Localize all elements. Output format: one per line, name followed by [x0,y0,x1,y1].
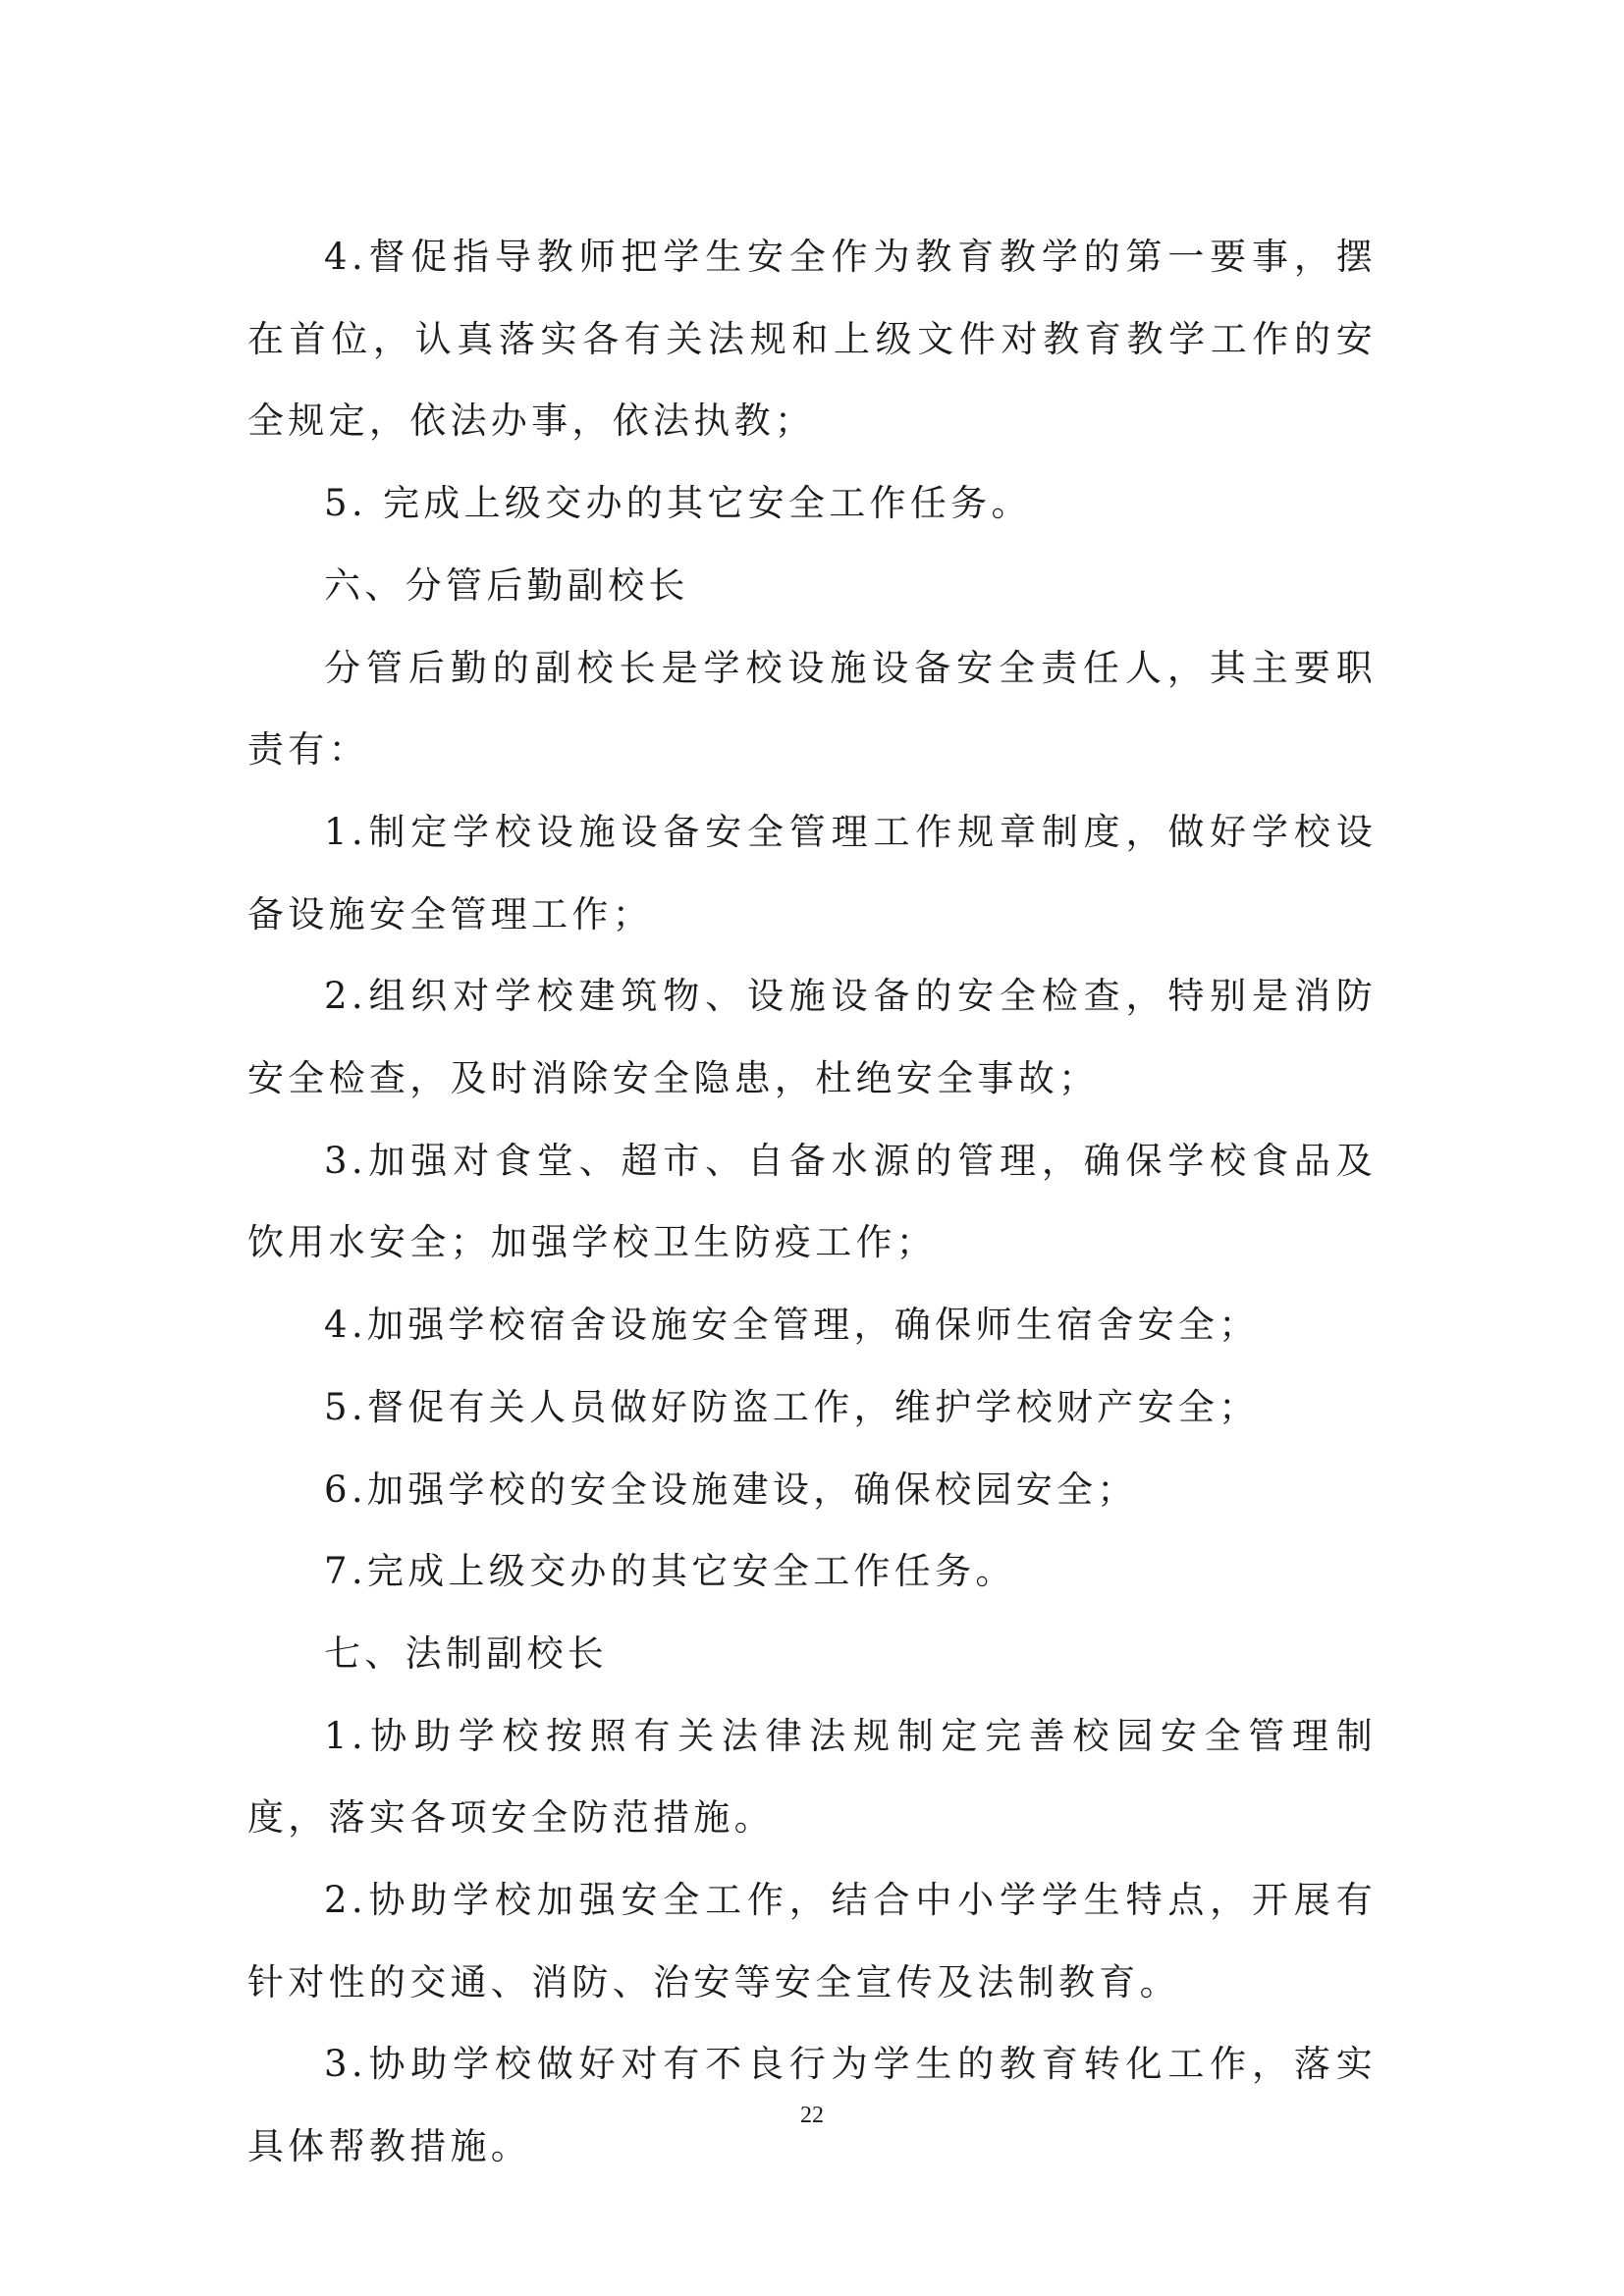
paragraph-logistics-duty-1: 1.制定学校设施设备安全管理工作规章制度，做好学校设备设施安全管理工作； [247,810,1377,935]
section-heading-legal-vice-principal: 七、法制副校长 [324,1631,609,1675]
paragraph-logistics-duty-5: 5.督促有关人员做好防盗工作，维护学校财产安全； [324,1385,1260,1428]
section-heading-logistics-vice-principal: 六、分管后勤副校长 [324,563,689,607]
paragraph-duty-5-complete-tasks: 5. 完成上级交办的其它安全工作任务。 [324,482,1032,525]
body-text [247,216,1377,2188]
paragraph-logistics-duty-2: 2.组织对学校建筑物、设施设备的安全检查，特别是消防安全检查，及时消除安全隐患，杜绝安全事故； [247,975,1377,1100]
paragraph-duty-4-supervise-teachers: 4.督促指导教师把学生安全作为教育教学的第一要事，摆在首位，认真落实各有关法规和上级文件对教育教学工作的安全规定，依法办事，依法执教； [247,236,1377,443]
paragraph-logistics-intro: 分管后勤的副校长是学校设施设备安全责任人，其主要职责有： [247,646,1377,772]
paragraph-logistics-duty-7: 7.完成上级交办的其它安全工作任务。 [324,1550,1016,1593]
paragraph-legal-duty-1: 1.协助学校按照有关法律法规制定完善校园安全管理制度，落实各项安全防范措施。 [247,1714,1377,1840]
page-number: 22 [800,2103,824,2128]
paragraph-logistics-duty-3: 3.加强对食堂、超市、自备水源的管理，确保学校食品及饮用水安全；加强学校卫生防疫工作； [247,1139,1377,1264]
paragraph-legal-duty-3: 3.协助学校做好对有不良行为学生的教育转化工作，落实具体帮教措施。 [247,2043,1377,2168]
paragraph-logistics-duty-6: 6.加强学校的安全设施建设，确保校园安全； [324,1468,1138,1511]
paragraph-logistics-duty-4: 4.加强学校宿舍设施安全管理，确保师生宿舍安全； [324,1304,1260,1347]
paragraph-legal-duty-2: 2.协助学校加强安全工作，结合中小学学生特点，开展有针对性的交通、消防、治安等安全宣传及法制教育。 [247,1879,1377,2003]
